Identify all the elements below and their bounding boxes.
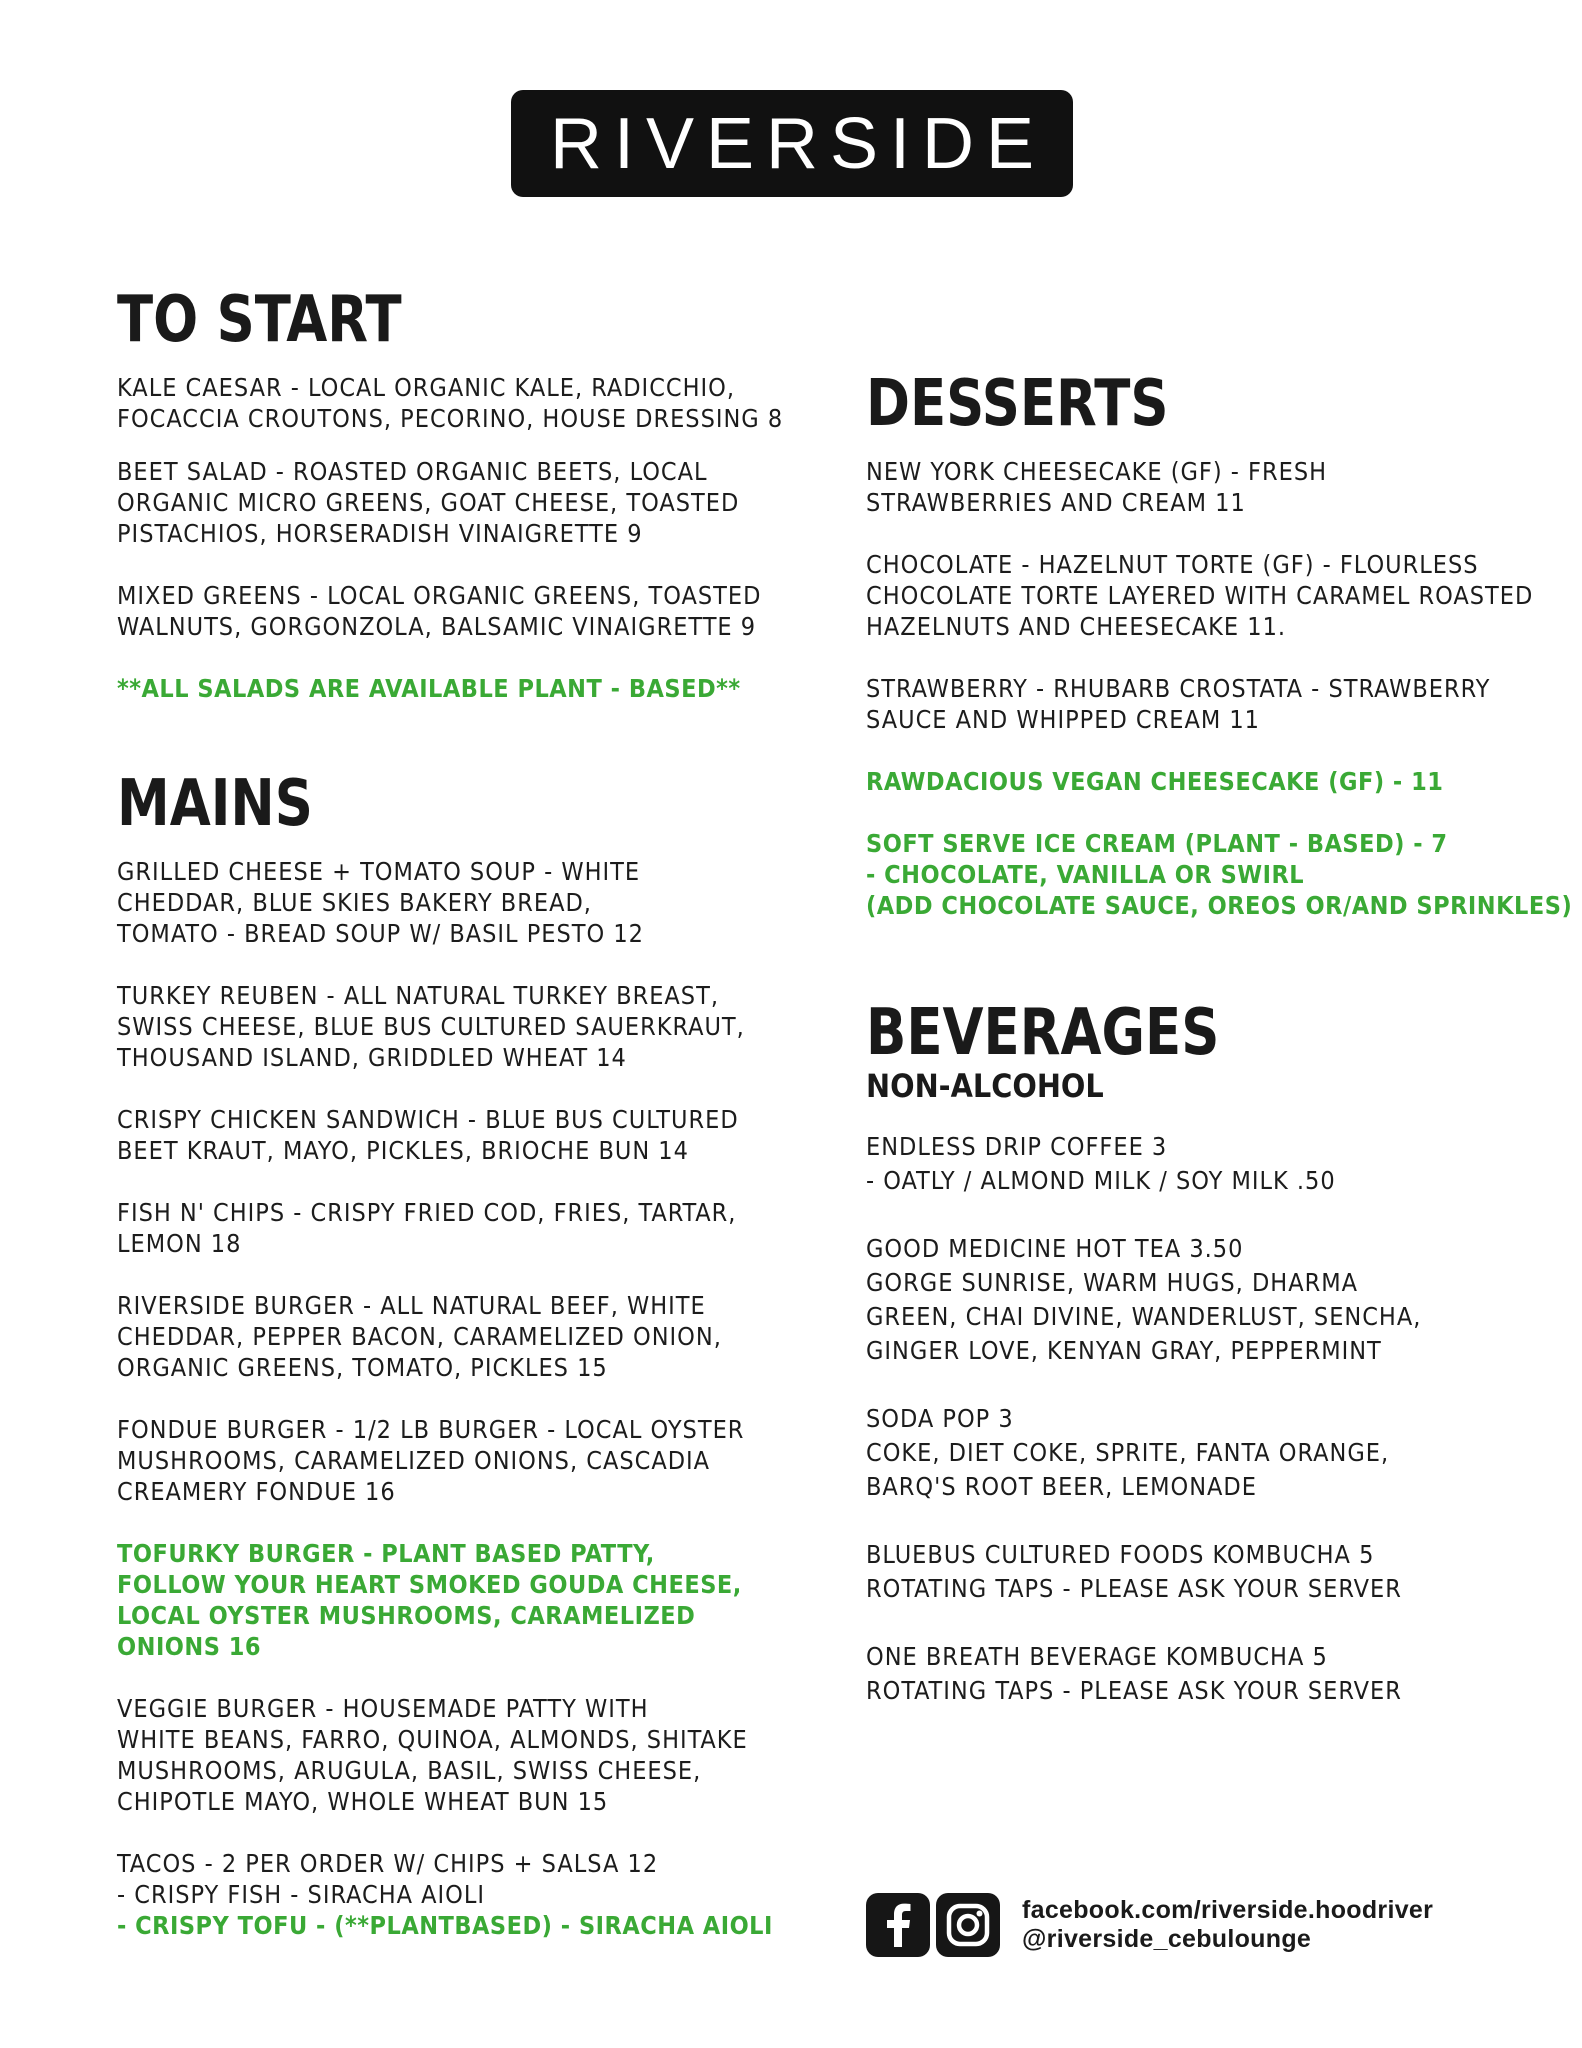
subsection-non-alcohol: NON-ALCOHOL	[866, 1067, 1104, 1105]
logo-text: RIVERSIDE	[549, 103, 1047, 184]
menu-item-vegan-cheesecake: RAWDACIOUS VEGAN CHEESECAKE (GF) - 11	[866, 767, 1444, 796]
right-column	[866, 367, 1573, 1708]
menu-item-crispy-chicken: CRISPY CHICKEN SANDWICH - BLUE BUS CULTURED BEET KRAUT, MAYO, PICKLES, BRIOCHE BUN 14	[117, 1105, 739, 1165]
section-title-desserts: DESSERTS	[866, 367, 1169, 441]
menu-item-veggie-burger: VEGGIE BURGER - HOUSEMADE PATTY WITH WHITE BEANS, FARRO, QUINOA, ALMONDS, SHITAKE MUSHROOMS, ARUGULA, BASIL, SWISS CHEESE, CHIPOTLE MAYO, WHOLE WHEAT BUN 15	[117, 1694, 748, 1816]
menu-item-turkey-reuben: TURKEY REUBEN - ALL NATURAL TURKEY BREAST, SWISS CHEESE, BLUE BUS CULTURED SAUERKRAUT, THOUSAND ISLAND, GRIDDLED WHEAT 14	[117, 981, 745, 1072]
menu-item-one-breath-kombucha: ONE BREATH BEVERAGE KOMBUCHA 5 ROTATING TAPS - PLEASE ASK YOUR SERVER	[866, 1642, 1402, 1706]
menu-item-kale-caesar: KALE CAESAR - LOCAL ORGANIC KALE, RADICCHIO, FOCACCIA CROUTONS, PECORINO, HOUSE DRESSING 8	[117, 373, 784, 433]
menu-item-tacos: TACOS - 2 PER ORDER W/ CHIPS + SALSA 12 - CRISPY FISH - SIRACHA AIOLI - CRISPY TOFU - (**PLANTBASED) - SIRACHA AIOLI	[117, 1849, 773, 1940]
menu-item-soft-serve: SOFT SERVE ICE CREAM (PLANT - BASED) - 7 - CHOCOLATE, VANILLA OR SWIRL (ADD CHOCOLATE SAUCE, OREOS OR/AND SPRINKLES)	[866, 829, 1573, 920]
social-footer	[866, 1893, 1433, 1957]
social-handles	[1022, 1896, 1433, 1954]
facebook-icon[interactable]	[866, 1893, 930, 1957]
menu-item-ny-cheesecake: NEW YORK CHEESECAKE (GF) - FRESH STRAWBERRIES AND CREAM 11	[866, 457, 1328, 517]
menu-item-riverside-burger: RIVERSIDE BURGER - ALL NATURAL BEEF, WHITE CHEDDAR, PEPPER BACON, CARAMELIZED ONION, ORGANIC GREENS, TOMATO, PICKLES 15	[117, 1291, 722, 1382]
menu-item-hazelnut-torte: CHOCOLATE - HAZELNUT TORTE (GF) - FLOURLESS CHOCOLATE TORTE LAYERED WITH CARAMEL ROASTED HAZELNUTS AND CHEESECAKE 11.	[866, 550, 1534, 641]
instagram-icon[interactable]	[936, 1893, 1000, 1957]
menu-item-fish-n-chips: FISH N' CHIPS - CRISPY FRIED COD, FRIES, TARTAR, LEMON 18	[117, 1198, 737, 1258]
facebook-link[interactable]: facebook.com/riverside.hoodriver	[1022, 1896, 1434, 1924]
menu-item-drip-coffee: ENDLESS DRIP COFFEE 3 - OATLY / ALMOND MILK / SOY MILK .50	[866, 1132, 1336, 1196]
section-title-beverages: BEVERAGES	[866, 996, 1220, 1070]
menu-item-tofurky-burger: TOFURKY BURGER - PLANT BASED PATTY, FOLLOW YOUR HEART SMOKED GOUDA CHEESE, LOCAL OYSTER MUSHROOMS, CARAMELIZED ONIONS 16	[117, 1539, 742, 1661]
section-title-mains: MAINS	[117, 767, 313, 841]
menu-item-crostata: STRAWBERRY - RHUBARB CROSTATA - STRAWBERRY SAUCE AND WHIPPED CREAM 11	[866, 674, 1491, 734]
plant-based-salad-note: **ALL SALADS ARE AVAILABLE PLANT - BASED**	[117, 674, 741, 703]
menu-item-mixed-greens: MIXED GREENS - LOCAL ORGANIC GREENS, TOASTED WALNUTS, GORGONZOLA, BALSAMIC VINAIGRETTE 9	[117, 581, 762, 641]
instagram-handle[interactable]: @riverside_cebulounge	[1022, 1925, 1312, 1953]
menu-item-bluebus-kombucha: BLUEBUS CULTURED FOODS KOMBUCHA 5 ROTATING TAPS - PLEASE ASK YOUR SERVER	[866, 1540, 1402, 1604]
left-column	[117, 283, 784, 1941]
section-title-to-start: TO START	[117, 283, 402, 357]
menu-item-hot-tea: GOOD MEDICINE HOT TEA 3.50 GORGE SUNRISE, WARM HUGS, DHARMA GREEN, CHAI DIVINE, WANDERLUST, SENCHA, GINGER LOVE, KENYAN GRAY, PEPPERMINT	[866, 1234, 1422, 1366]
menu-item-grilled-cheese: GRILLED CHEESE + TOMATO SOUP - WHITE CHEDDAR, BLUE SKIES BAKERY BREAD, TOMATO - BREAD SOUP W/ BASIL PESTO 12	[117, 857, 644, 948]
logo	[511, 90, 1073, 197]
menu-item-beet-salad: BEET SALAD - ROASTED ORGANIC BEETS, LOCAL ORGANIC MICRO GREENS, GOAT CHEESE, TOASTED PISTACHIOS, HORSERADISH VINAIGRETTE 9	[117, 457, 740, 548]
menu-item-soda-pop: SODA POP 3 COKE, DIET COKE, SPRITE, FANTA ORANGE, BARQ'S ROOT BEER, LEMONADE	[866, 1404, 1390, 1502]
menu-item-fondue-burger: FONDUE BURGER - 1/2 LB BURGER - LOCAL OYSTER MUSHROOMS, CARAMELIZED ONIONS, CASCADIA CREAMERY FONDUE 16	[117, 1415, 745, 1506]
